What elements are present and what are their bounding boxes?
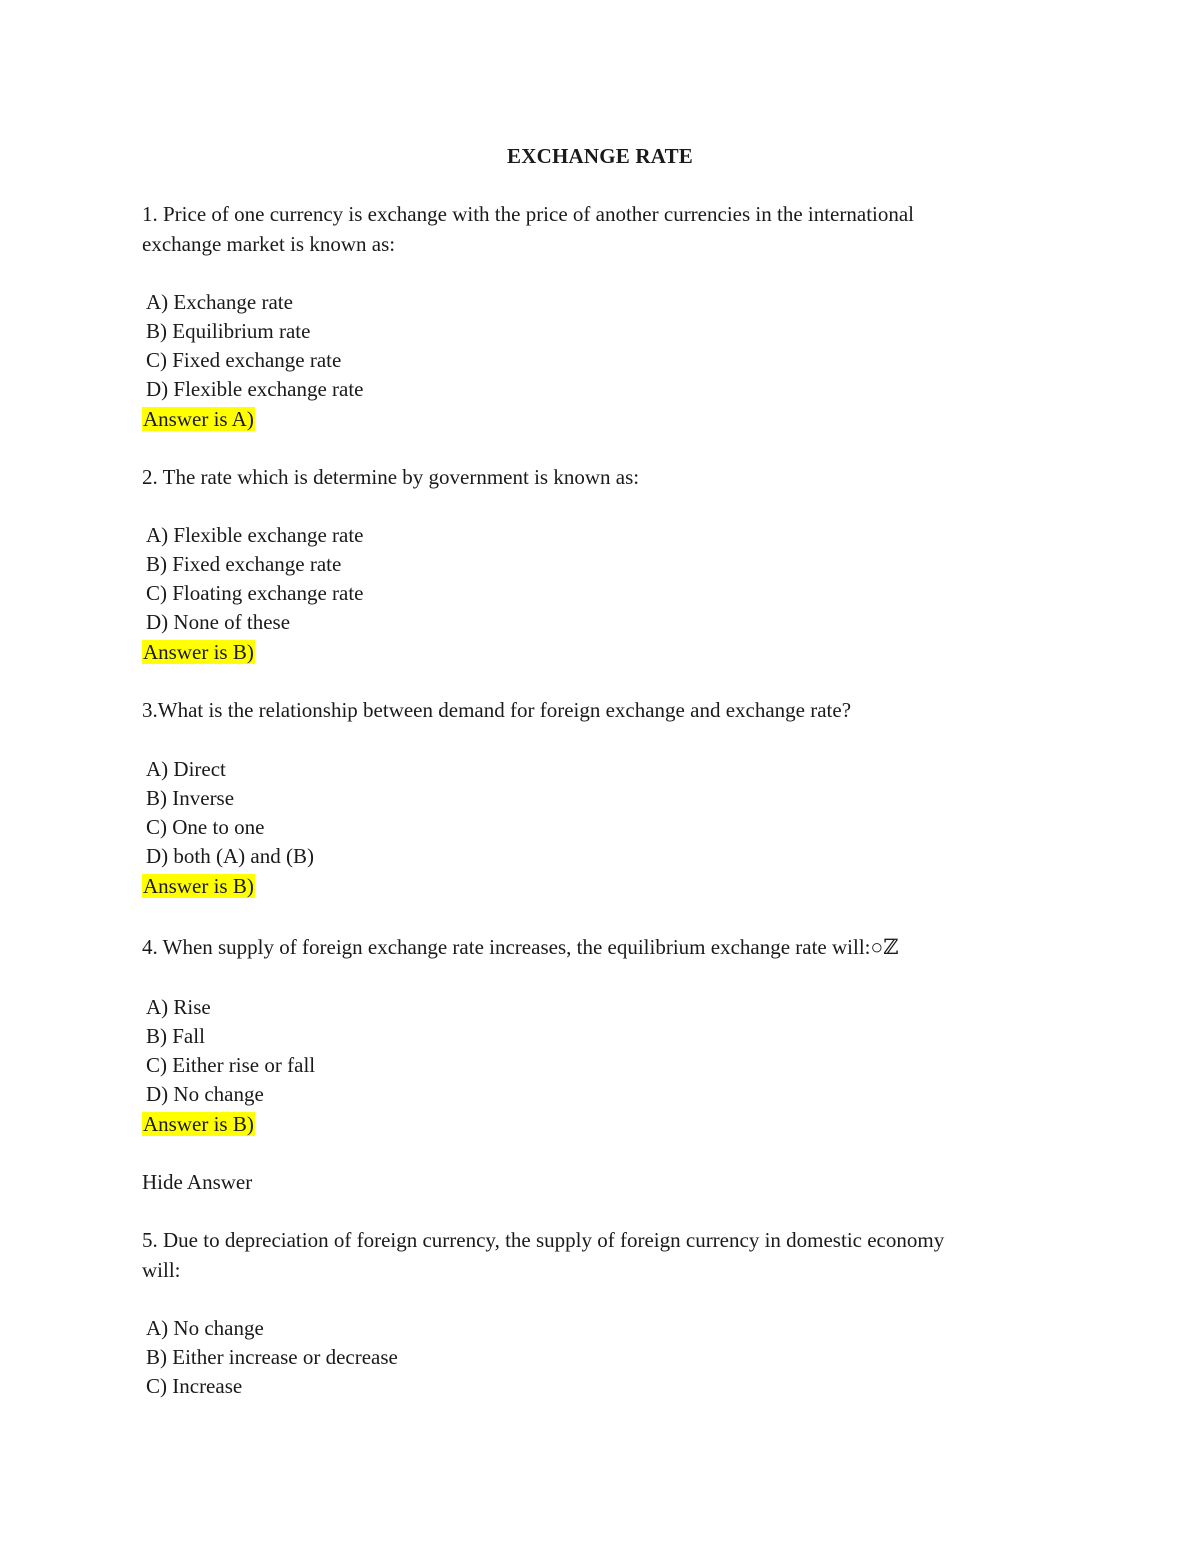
question-3-option-d: D) both (A) and (B) [146, 844, 314, 868]
question-1-option-d: D) Flexible exchange rate [146, 377, 364, 401]
question-2-option-b: B) Fixed exchange rate [146, 552, 342, 576]
question-2-answer-highlight: Answer is B) [143, 640, 254, 664]
question-4-answer-line [142, 1110, 255, 1138]
question-3-answer-line [142, 872, 255, 900]
question-2-option-c: C) Floating exchange rate [146, 581, 364, 605]
question-1-answer-highlight: Answer is A) [143, 407, 254, 431]
question-5-text-line-2: will: [142, 1258, 181, 1282]
question-2-option-a: A) Flexible exchange rate [146, 523, 364, 547]
question-5-option-b: B) Either increase or decrease [146, 1345, 398, 1369]
question-1-text-line-2: exchange market is known as: [142, 232, 396, 256]
question-1-option-c: C) Fixed exchange rate [146, 348, 342, 372]
question-2-answer-line [142, 638, 255, 666]
question-3-option-a: A) Direct [146, 757, 226, 781]
question-3-text: 3.What is the relationship between demand for foreign exchange and exchange rate? [142, 698, 852, 722]
question-1-option-b: B) Equilibrium rate [146, 319, 311, 343]
question-5-option-c: C) Increase [146, 1374, 243, 1398]
question-4-option-a: A) Rise [146, 995, 211, 1019]
question-4-option-c: C) Either rise or fall [146, 1053, 316, 1077]
question-3-option-b: B) Inverse [146, 786, 235, 810]
question-1-option-a: A) Exchange rate [146, 290, 293, 314]
document-title: EXCHANGE RATE [507, 144, 693, 168]
question-4-answer-highlight: Answer is B) [143, 1112, 254, 1136]
question-3-option-c: C) One to one [146, 815, 265, 839]
question-3-answer-highlight: Answer is B) [143, 874, 254, 898]
question-4-text: 4. When supply of foreign exchange rate increases, the equilibrium exchange rate will:○ℤ [142, 935, 899, 959]
question-5-text-line-1: 5. Due to depreciation of foreign currency, the supply of foreign currency in domestic economy [142, 1228, 945, 1252]
question-2-option-d: D) None of these [146, 610, 291, 634]
question-5-option-a: A) No change [146, 1316, 264, 1340]
question-1-text-line-1: 1. Price of one currency is exchange with the price of another currencies in the international [142, 202, 915, 226]
hide-answer-text: Hide Answer [142, 1170, 253, 1194]
question-2-text: 2. The rate which is determine by government is known as: [142, 465, 640, 489]
question-1-answer-line [142, 405, 255, 433]
question-4-option-d: D) No change [146, 1082, 264, 1106]
question-4-option-b: B) Fall [146, 1024, 205, 1048]
